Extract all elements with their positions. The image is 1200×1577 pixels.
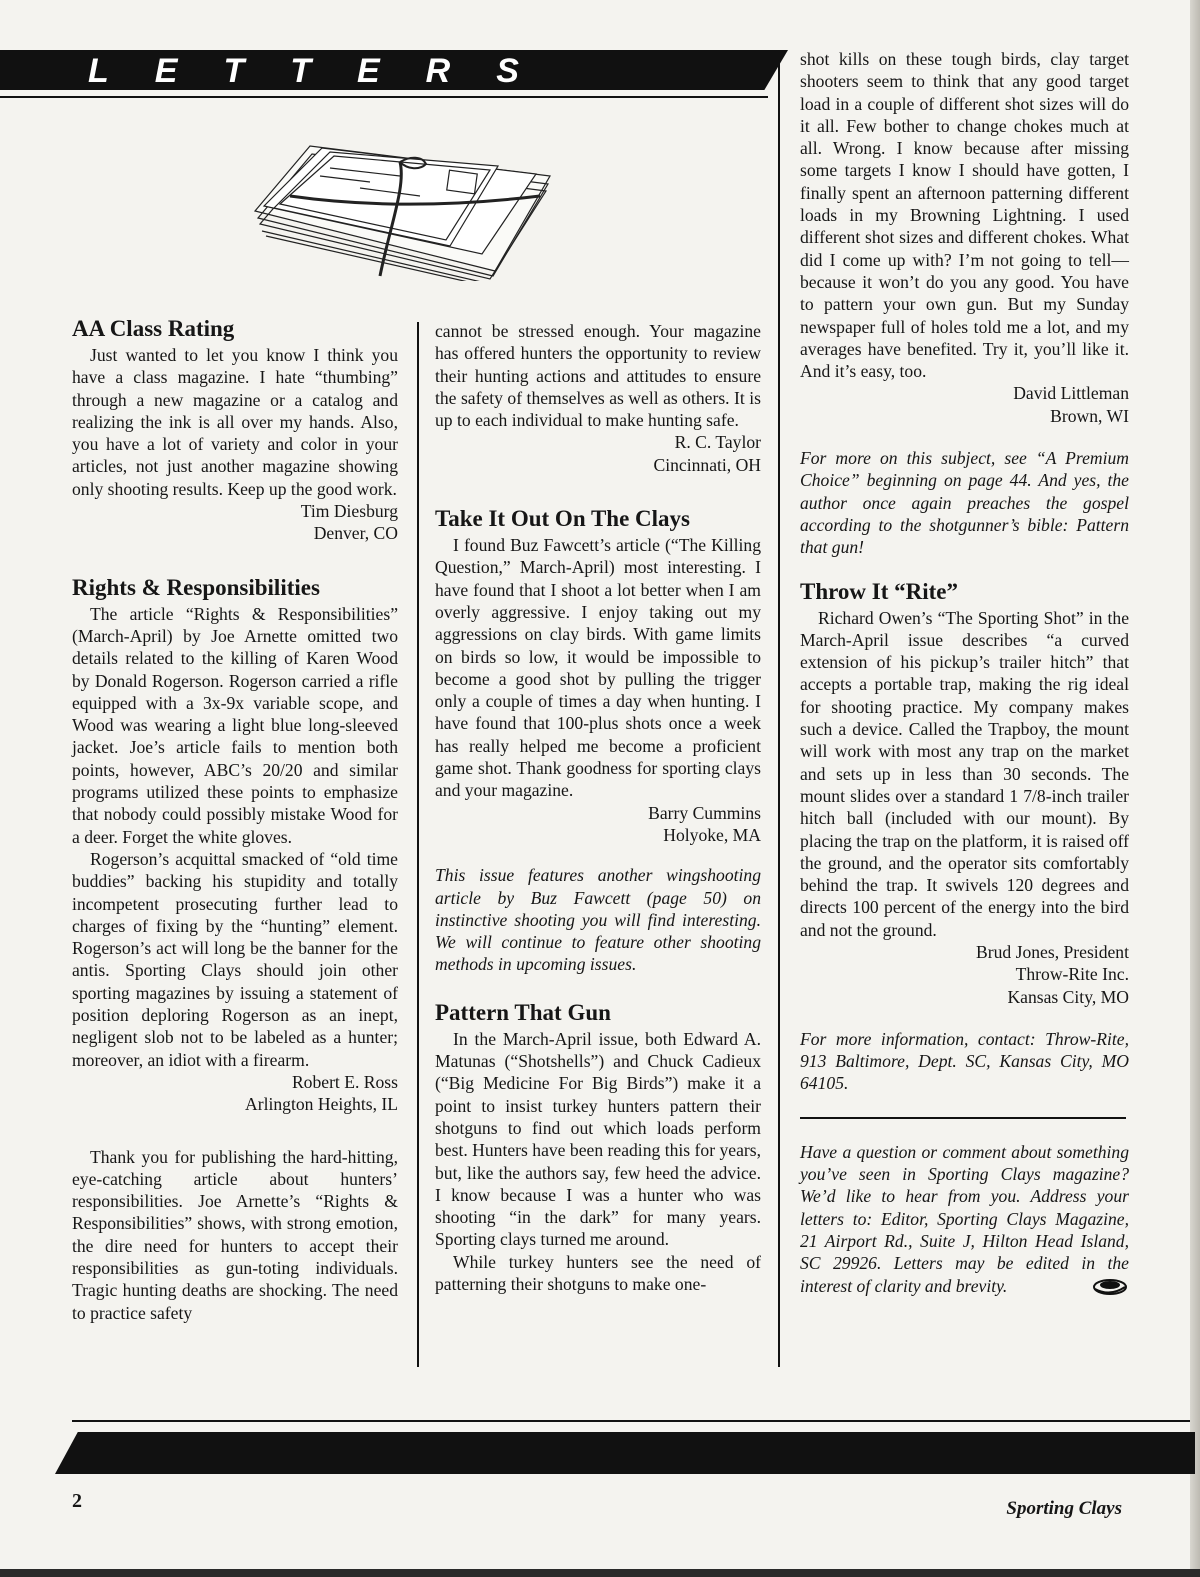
column-3: [800, 48, 1129, 1297]
letter-author: Brud Jones, President: [976, 941, 1129, 962]
letter-author: David Littleman: [1013, 383, 1129, 404]
letter-author: Tim Diesburg: [300, 501, 398, 522]
page-edge-shadow: [1190, 0, 1200, 1577]
letter-location: Kansas City, MO: [1007, 986, 1129, 1007]
header-rule: [0, 96, 768, 98]
letter-author: Robert E. Ross: [291, 1071, 398, 1092]
letter-location: Denver, CO: [313, 523, 398, 544]
letter-paragraph: Rogerson’s acquittal smacked of “old time buddies” backing his stupidity and totally incompetent prosecuting further lead to charges of fixing by the “hunting” element. Rogerson’s act will long be the banner for the antis. Sporting Clays should join other sporting magazines by issuing a statement of position deploring Rogerson as an inept, negligent slob not to be labeled as a hunter; moreover, an idiot with a firearm.: [72, 848, 398, 1070]
letter-paragraph: Richard Owen’s “The Sporting Shot” in the March-April issue describes “a curved extension of his pickup’s trailer hitch” that accepts a portable trap, making the rig ideal for shooting practice. My company makes such a device. Called the Trapboy, the mount will work with most any trap on the market and sets up in less than 30 seconds. The mount slides over a standard 1 7/8-inch trailer hitch ball (included with our mount). By placing the trap on the platform, it is raised off the ground, and the operator sits comfortably behind the trap. It swivels 120 degrees and directs 100 percent of the energy into the bird and not the ground.: [800, 607, 1129, 940]
letter-headline: Take It Out On The Clays: [435, 506, 690, 532]
letter-location: Brown, WI: [1050, 405, 1129, 426]
letter-headline: Rights & Responsibilities: [72, 574, 320, 600]
editor-note: For more information, contact: Throw-Rite, 913 Baltimore, Dept. SC, Kansas City, MO 64105.: [800, 1028, 1129, 1094]
letter-headline: Throw It “Rite”: [800, 578, 959, 604]
clay-target-icon: [1091, 1275, 1129, 1297]
letter-paragraph: The article “Rights & Responsibilities” (March-April) by Joe Arnette omitted two details related to the killing of Karen Wood by Donald Rogerson. Rogerson carried a rifle equipped with a 3x-9x variable scope, and Wood was wearing a light blue long-sleeved jacket. Joe’s article fails to mention both points, however, ABC’s 20/20 and similar programs utilized these points to emphasize that nobody could possibly mistake Wood for a deer. Forget the white gloves.: [72, 603, 398, 847]
letter-company: Throw-Rite Inc.: [1015, 964, 1129, 985]
column-rule-1: [417, 322, 419, 1367]
editor-note: This issue features another wingshooting article by Buz Fawcett (page 50) on instinctive shooting you will find interesting. We will continue to feature other shooting methods in upcoming issues.: [435, 865, 761, 975]
letter-headline: AA Class Rating: [72, 316, 235, 341]
letter-location: Cincinnati, OH: [653, 454, 761, 475]
editor-note: For more on this subject, see “A Premium Choice” beginning on page 44. And yes, the author once again preaches the gospel according to the shotgunner’s bible: Pattern that gun!: [800, 448, 1129, 558]
page-bottom-edge: [0, 1569, 1200, 1577]
column-rule-2: [778, 62, 780, 1367]
letter-paragraph: shot kills on these tough birds, clay target shooters seem to think that any good target load in a couple of different shot sizes will do it all. Few bother to change chokes much at all. Wrong. I know because after missing some targets I know I should have gotten, I finally spent an afternoon patterning different loads in my Browning Lightning. I used different shot sizes and different chokes. What did I come up with? I’m not going to tell—because it won’t do you any good. You have to pattern your own gun. But my Sunday newspaper full of holes told me a lot, and my averages have benefited. Try it, you’ll like it. And it’s easy, too.: [800, 49, 1129, 382]
section-title: LETTERS: [88, 52, 565, 90]
letter-headline: Pattern That Gun: [435, 999, 611, 1025]
column-1: [72, 316, 398, 1324]
column-2: [435, 320, 761, 1295]
contact-box-rule: [800, 1117, 1126, 1119]
letter-paragraph: I found Buz Fawcett’s article (“The Killing Question,” March-April) most interesting. I have found that I shoot a lot better when I am overly aggressive. I enjoy taking out my aggressions on clay birds. With game limits on birds so low, it would be impossible to become a good shot by pulling the trigger only a couple of times a day when hunting. I have found that 100-plus shots once a week has really helped me become a proficient game shot. Thank goodness for sporting clays and your magazine.: [435, 535, 761, 801]
contact-info-text: Have a question or comment about something you’ve seen in Sporting Clays magazine? We’d like to hear from you. Address your letters to: Editor, Sporting Clays Magazine, 21 Airport Rd., Suite J, Hilton Head Island, SC 29926. Letters may be edited in the interest of clarity and brevity.: [800, 1141, 1129, 1296]
footer-rule: [72, 1420, 1190, 1422]
magazine-name: Sporting Clays: [1006, 1498, 1122, 1519]
contact-info: [800, 1141, 1129, 1297]
letter-author: R. C. Taylor: [674, 432, 761, 453]
letter-paragraph: Just wanted to let you know I think you have a class magazine. I hate “thumbing” through a new magazine or a catalog and realizing the ink is all over my hands. Also, you have a lot of variety and color in your articles, not just another magazine showing only shooting results. Keep up the good work.: [72, 345, 398, 499]
letter-paragraph: In the March-April issue, both Edward A. Matunas (“Shotshells”) and Chuck Cadieux (“Big Medicine For Big Birds”) make it a point to insist turkey hunters pattern their shotguns to find out which loads perform best. Hunters have been reading this for years, but, like the authors say, few heed the advice. I know because I was a hunter who was shooting “in the dark” for many years. Sporting clays turned me around.: [435, 1028, 761, 1250]
letter-author: Barry Cummins: [648, 802, 761, 823]
letter-paragraph: cannot be stressed enough. Your magazine has offered hunters the opportunity to review their hunting actions and attitudes to ensure the safety of themselves as well as others. It is up to each individual to make hunting safe.: [435, 321, 761, 431]
footer-bar: [55, 1432, 1195, 1474]
letter-paragraph: Thank you for publishing the hard-hitting, eye-catching article about hunters’ responsibilities. Joe Arnette’s “Rights & Responsibilities” shows, with strong emotion, the dire need for hunters to accept their responsibilities as gun-toting individuals. Tragic hunting deaths are shocking. The need to practice safety: [72, 1146, 398, 1323]
letter-location: Holyoke, MA: [663, 824, 761, 845]
page-number: 2: [72, 1490, 82, 1512]
letter-paragraph: While turkey hunters see the need of patterning their shotguns to make one-: [435, 1251, 761, 1294]
letters-bundle-illustration: [250, 136, 555, 281]
letter-location: Arlington Heights, IL: [245, 1094, 398, 1115]
